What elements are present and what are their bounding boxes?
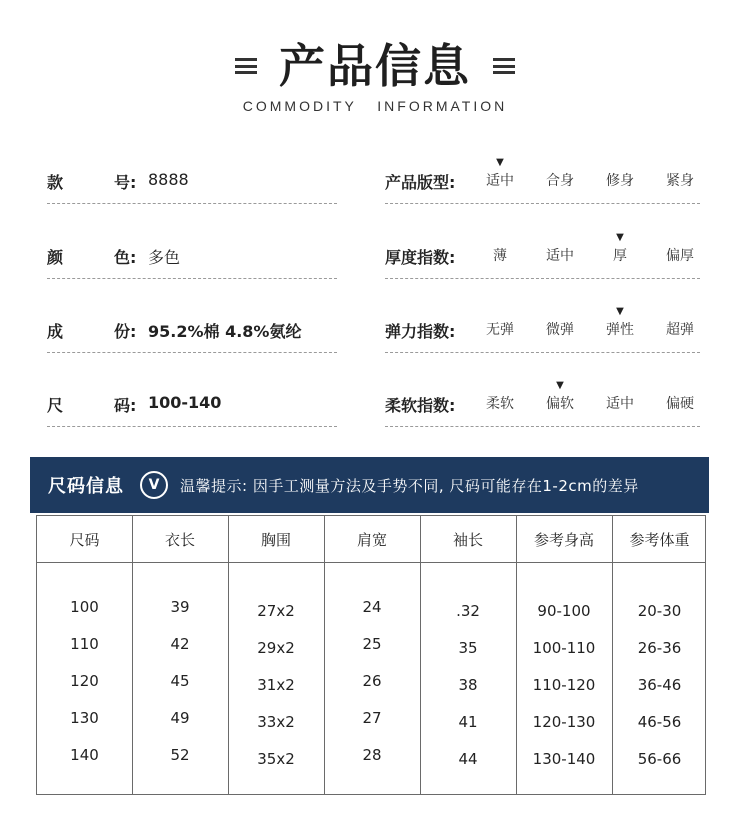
spec-option: 适中	[606, 396, 634, 412]
table-cell: 90-100	[537, 602, 591, 620]
menu-lines-icon	[493, 58, 515, 74]
table-cell: 25	[362, 635, 382, 653]
table-cell: .32	[456, 602, 480, 620]
spec-option: 修身	[606, 173, 634, 189]
spec-value: 95.2%棉 4.8%氨纶	[148, 322, 302, 341]
spec-option: 无弹	[486, 322, 514, 338]
spec-label: 码:	[114, 396, 137, 415]
table-cell: 27	[362, 709, 382, 727]
selected-marker-icon: ▼	[556, 380, 564, 391]
size-info-banner	[30, 457, 709, 513]
spec-option: 合身	[546, 173, 574, 189]
table-cell: 42	[170, 635, 190, 653]
spec-option: 适中	[546, 248, 574, 264]
spec-option: 柔软	[486, 396, 514, 412]
table-cell: 41	[458, 713, 478, 731]
spec-value: 多色	[148, 248, 181, 267]
spec-label: 款	[47, 173, 64, 192]
spec-row-material	[47, 313, 337, 353]
dashed-divider	[385, 278, 700, 279]
spec-value: 100-140	[148, 393, 222, 412]
table-cell: 110-120	[532, 676, 596, 694]
table-cell: 26	[362, 672, 382, 690]
table-cell: 45	[170, 672, 190, 690]
table-cell: 26-36	[637, 639, 682, 657]
spec-row-elasticity	[385, 306, 700, 353]
dashed-divider	[47, 278, 337, 279]
dashed-divider	[47, 352, 337, 353]
page-subtitle: COMMODITY INFORMATION	[242, 98, 508, 114]
spec-option: 超弹	[666, 322, 694, 338]
table-cell: 130	[70, 709, 99, 727]
table-cell: 49	[170, 709, 190, 727]
spec-option: 薄	[493, 248, 507, 264]
table-cell: 29x2	[257, 639, 295, 657]
spec-label: 尺	[47, 396, 64, 415]
table-cell: 38	[458, 676, 478, 694]
table-header-cell: 胸围	[260, 531, 291, 549]
table-cell: 35x2	[257, 750, 295, 768]
dashed-divider	[47, 426, 337, 427]
spec-row-size	[47, 387, 337, 427]
banner-note: 温馨提示: 因手工测量方法及手势不同, 尺码可能存在1-2cm的差异	[180, 476, 639, 495]
selected-marker-icon: ▼	[496, 157, 504, 168]
spec-label: 号:	[114, 173, 137, 192]
table-cell: 52	[170, 746, 190, 764]
spec-label: 产品版型:	[385, 173, 456, 192]
table-cell: 46-56	[637, 713, 682, 731]
selected-marker-icon: ▼	[616, 232, 624, 243]
table-cell: 28	[362, 746, 382, 764]
table-header-cell: 袖长	[452, 531, 483, 549]
spec-option: 偏软 ▼	[546, 380, 574, 412]
spec-label: 份:	[114, 322, 137, 341]
spec-option: 适中 ▼	[486, 157, 514, 189]
table-header-divider	[37, 562, 705, 563]
table-cell: 130-140	[532, 750, 596, 768]
page-title: 产品信息	[279, 39, 471, 93]
spec-label: 厚度指数:	[385, 248, 456, 267]
header	[0, 40, 750, 114]
dashed-divider	[385, 426, 700, 427]
table-cell: 20-30	[637, 602, 682, 620]
spec-label: 弹力指数:	[385, 322, 456, 341]
spec-row-softness	[385, 380, 700, 427]
table-cell: 39	[170, 598, 190, 616]
menu-lines-icon	[235, 58, 257, 74]
table-cell: 24	[362, 598, 382, 616]
spec-option: 偏厚	[666, 248, 694, 264]
table-header-cell: 尺码	[69, 531, 100, 549]
table-cell: 120	[70, 672, 99, 690]
table-header-cell: 参考体重	[629, 531, 690, 549]
spec-option: 偏硬	[666, 396, 694, 412]
table-cell: 27x2	[257, 602, 295, 620]
spec-label: 色:	[114, 248, 137, 267]
spec-row-color	[47, 239, 337, 279]
v-circle-icon: V	[140, 471, 168, 499]
spec-option: 厚 ▼	[613, 232, 627, 264]
table-cell: 140	[70, 746, 99, 764]
spec-row-thickness	[385, 232, 700, 279]
table-header-cell: 肩宽	[356, 531, 387, 549]
spec-row-style	[47, 164, 337, 204]
table-cell: 33x2	[257, 713, 295, 731]
table-cell: 110	[70, 635, 99, 653]
table-cell: 35	[458, 639, 478, 657]
spec-label: 柔软指数:	[385, 396, 456, 415]
table-cell: 120-130	[532, 713, 596, 731]
table-cell: 44	[458, 750, 478, 768]
banner-title: 尺码信息	[48, 476, 124, 497]
spec-option: 紧身	[666, 173, 694, 189]
dashed-divider	[47, 203, 337, 204]
selected-marker-icon: ▼	[616, 306, 624, 317]
table-cell: 36-46	[637, 676, 682, 694]
table-header-cell: 参考身高	[533, 531, 594, 549]
size-table	[36, 515, 706, 795]
spec-row-fit	[385, 157, 700, 204]
dashed-divider	[385, 352, 700, 353]
table-cell: 31x2	[257, 676, 295, 694]
table-cell: 100-110	[532, 639, 596, 657]
spec-label: 颜	[47, 248, 64, 267]
table-cell: 100	[70, 598, 99, 616]
spec-option: 微弹	[546, 322, 574, 338]
spec-value: 8888	[148, 170, 189, 189]
spec-option: 弹性 ▼	[606, 306, 634, 338]
table-cell: 56-66	[637, 750, 682, 768]
table-header-cell: 衣长	[164, 531, 195, 549]
dashed-divider	[385, 203, 700, 204]
spec-label: 成	[47, 322, 64, 341]
